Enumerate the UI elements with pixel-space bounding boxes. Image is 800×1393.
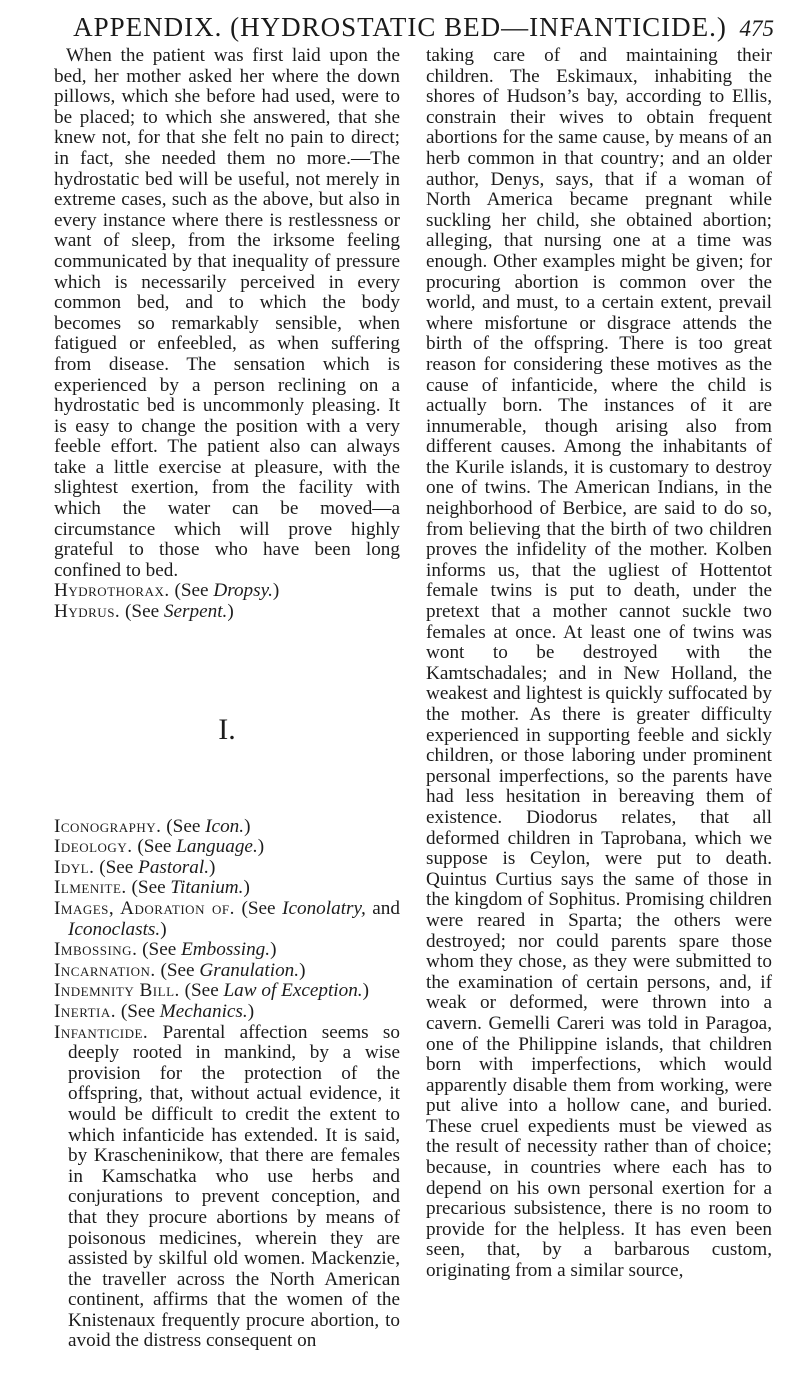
entry-incarnation — [54, 961, 400, 982]
entry-and: and — [372, 898, 400, 919]
cross-reference: Pastoral. — [138, 856, 209, 878]
cross-reference: Language. — [176, 836, 258, 858]
entry-ilmenite — [54, 878, 400, 899]
cross-reference: Titanium. — [170, 877, 244, 899]
infanticide-continuation: taking care of and maintaining their children. The Eskimaux, inhabiting the shores of Hudson’s bay, according to Ellis, constrain their wives to obtain frequent abortions for the same cause, by means of an herb common in that country; and an older author, Denys, says, that if a woman of North America became pregnant while suckling her child, she obtained abortion; alleging, that nursing one at a time was enough. Other examples might be given; for procuring abortion is common over the world, and must, to a certain extent, prevail where misfortune or disgrace attends the birth of the offspring. There is too great reason for considering these motives as the cause of infanticide, where the child is actually born. The instances of it are innumerable, though arising also from different causes. Among the inhabitants of the Kurile islands, it is customary to destroy one of twins. The American Indians, in the neighborhood of Berbice, are said to do so, from believing that the birth of two children proves the infidelity of the mother. Kolben informs us, that the ugliest of Hottentot female twins is put to death, under the pretext that a mother cannot suckle two females at once. At least one of twins was wont to be destroyed with the Kamtschadales; and in New Holland, the weakest and lightest is quickly suffocated by the mother. As there is greater difficulty experienced in supporting feeble and sickly children, or those laboring under prominent personal imperfections, so the parents have had less hesitation in bereaving them of existence. Diodorus relates, that all deformed children in Taprobana, which we suppose is Ceylon, were put to death. Quintus Curtius says the same of those in the kingdom of Sophitus. Promising children were reared in Sparta; the others were destroyed; nor could parents spare those whom they chose, as they were submitted to the examination of certain persons, and, if weak or deformed, were thrown into a cavern. Gemelli Careri was told in Paragoa, one of the Philippine islands, that children born with imperfections, which would apparently disable them from working, were put alive into a hollow cane, and buried. These cruel expedients must be viewed as the result of necessity rather than of choice; because, in countries where each has to depend on his own personal exertion for a precarious subsistence, there is no room to provide for the helpless. It has even been seen, that, by a barbarous custom, originating from a similar source, — [426, 45, 772, 1282]
right-column — [426, 46, 772, 1282]
page-number: 475 — [739, 16, 774, 41]
entry-head: Ideology. — [54, 836, 133, 858]
entry-close: ) — [160, 918, 167, 940]
entry-see: (See — [241, 898, 276, 919]
entry-head: Imbossing. — [54, 939, 138, 961]
cross-reference: Icon. — [205, 815, 245, 837]
entry-hydrus — [54, 602, 400, 623]
cross-reference: Embossing. — [181, 939, 271, 961]
entry-infanticide — [54, 1023, 400, 1353]
entry-close: ) — [257, 836, 265, 858]
entry-see: (See — [174, 580, 209, 602]
entry-see: (See — [142, 939, 177, 961]
entry-close: ) — [270, 939, 277, 961]
entry-close: ) — [227, 601, 234, 623]
entry-see: (See — [131, 877, 166, 899]
left-column — [54, 46, 400, 1352]
running-head-title: APPENDIX. (HYDROSTATIC BED—INFANTICIDE.) — [73, 12, 727, 42]
entry-images-adoration — [54, 899, 400, 940]
cross-reference: Granulation. — [199, 959, 300, 981]
entry-close: ) — [243, 877, 250, 899]
entry-head: Hydrus. — [54, 601, 121, 623]
entry-head: Iconography. — [54, 815, 162, 837]
entry-hydrothorax — [54, 581, 400, 602]
entry-iconography — [54, 817, 400, 838]
entry-head: Ilmenite. — [54, 877, 127, 899]
cross-reference: Serpent. — [163, 601, 228, 623]
entry-see: (See — [137, 836, 172, 858]
entry-ideology — [54, 837, 400, 858]
entry-see: (See — [120, 1000, 155, 1022]
entry-see: (See — [160, 959, 195, 981]
entry-close: ) — [247, 1000, 255, 1022]
entry-head: Idyl. — [54, 856, 95, 878]
h-entries — [54, 581, 400, 622]
entry-see: (See — [166, 815, 201, 837]
entry-head: Inertia. — [54, 1000, 117, 1022]
cross-reference: Law of Exception. — [223, 980, 363, 1002]
entry-head: Indemnity Bill. — [54, 980, 180, 1002]
entry-see: (See — [125, 601, 160, 623]
entry-close: ) — [299, 959, 306, 981]
entry-head: Infanticide. — [54, 1021, 149, 1043]
cross-reference: Iconolatry, — [282, 898, 366, 919]
entry-see: (See — [184, 980, 219, 1002]
entry-head: Incarnation. — [54, 959, 156, 981]
entry-idyl — [54, 858, 400, 879]
entry-close: ) — [362, 980, 369, 1002]
cross-reference: Dropsy. — [213, 580, 273, 602]
cross-reference: Iconoclasts. — [68, 918, 161, 940]
entry-indemnity-bill — [54, 981, 400, 1002]
i-entries — [54, 817, 400, 1352]
cross-reference: Mechanics. — [159, 1000, 248, 1022]
entry-inertia — [54, 1002, 400, 1023]
infanticide-text: Parental affection seems so deeply rooted in mankind, by a wise provision for the protection of the offspring, that, without actual evidence, it would be difficult to credit the extent to which infanticide has extended. It is said, by Krascheninikow, that there are females in Kamschatka who use herbs and conjurations to prevent conception, and that they procure abortions by means of poisonous medicines, wherein they are assisted by skilful old women. Mackenzie, the traveller across the North American continent, affirms that the women of the Knistenaux frequently procure abortion, to avoid the distress consequent on — [68, 1021, 400, 1352]
entry-close: ) — [209, 856, 216, 878]
entry-close: ) — [272, 580, 280, 602]
entry-head: Hydrothorax. — [54, 580, 170, 602]
entry-imbossing — [54, 940, 400, 961]
entry-close: ) — [244, 815, 251, 837]
entry-see: (See — [99, 856, 134, 878]
hydrostatic-bed-paragraph: When the patient was first laid upon the bed, her mother asked her where the down pillows, which she before had used, were to be placed; to which she answered, that she knew not, for that she felt no pain to direct; in fact, she needed them no more.—The hydrostatic bed will be useful, not merely in extreme cases, such as the above, but also in every instance where there is restlessness or want of sleep, from the irksome feeling communicated by that inequality of pressure which is necessarily perceived in every common bed, and to which the body becomes so remarkably sensible, when fatigued or enfeebled, as when suffering from disease. The sensation which is experienced by a person reclining on a hydrostatic bed is uncommonly pleasing. It is easy to change the position with a very feeble effort. The patient also can always take a little exercise at pleasure, with the slightest exertion, from the facility with which the water can be moved—a circumstance which will prove highly grateful to those who have been long confined to bed. — [54, 45, 400, 581]
section-letter-heading: I. — [218, 712, 236, 746]
entry-head: Images, Adoration of. — [54, 898, 235, 919]
